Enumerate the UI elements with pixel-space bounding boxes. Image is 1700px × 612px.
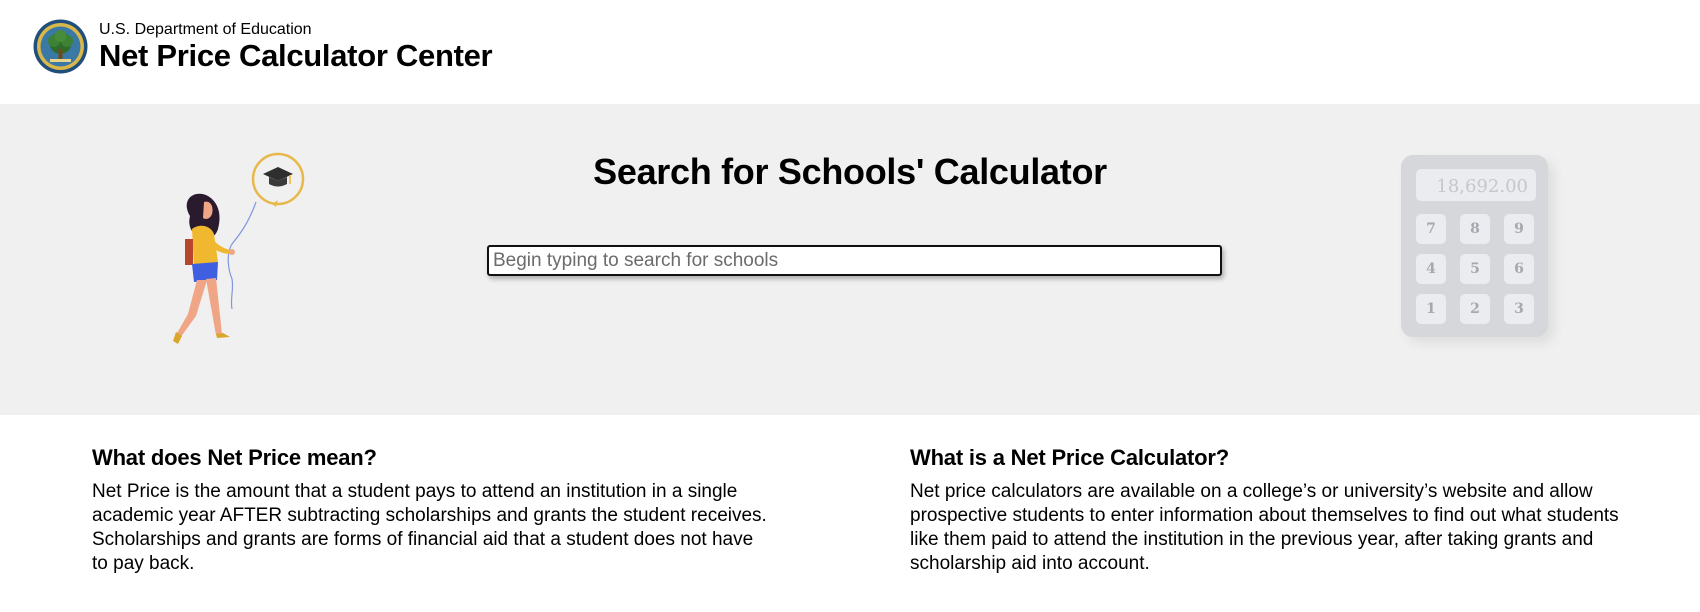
net-price-heading: What does Net Price mean?: [92, 445, 377, 470]
calculator-body: Net price calculators are available on a college’s or university’s website and allow prospective students to enter information about themselves to find out what students like them paid to attend the institution in the previous year, after taking grants and scholarship aid into account.: [910, 481, 1619, 574]
calculator-key: 5: [1460, 254, 1490, 284]
net-price-body: Net Price is the amount that a student pays to attend an institution in a single academic year AFTER subtracting scholarships and grants the student receives. Scholarships and grants are forms of financial aid that a student does not have to pay back.: [92, 481, 767, 574]
calculator-key: 7: [1416, 214, 1446, 244]
calculator-key: 8: [1460, 214, 1490, 244]
search-hero: [0, 104, 1700, 415]
calculator-illustration: [1401, 155, 1548, 337]
calculator-key: 3: [1504, 294, 1534, 324]
net-price-definition: [92, 441, 772, 576]
calculator-key: 9: [1504, 214, 1534, 244]
page-heading-text: Search for Schools' Calculator: [593, 151, 1107, 192]
calculator-display: 18,692.00: [1416, 169, 1536, 201]
net-price-calculator-definition: [910, 441, 1650, 576]
calculator-key: 1: [1416, 294, 1446, 324]
calculator-key: 6: [1504, 254, 1534, 284]
site-title[interactable]: Net Price Calculator Center: [99, 38, 493, 73]
agency-name: U.S. Department of Education: [99, 21, 312, 38]
site-header: [0, 0, 1700, 104]
school-search-input[interactable]: [487, 245, 1222, 276]
calculator-key: 2: [1460, 294, 1490, 324]
calculator-heading: What is a Net Price Calculator?: [910, 445, 1229, 470]
department-seal-icon[interactable]: [33, 19, 88, 74]
calculator-key: 4: [1416, 254, 1446, 284]
